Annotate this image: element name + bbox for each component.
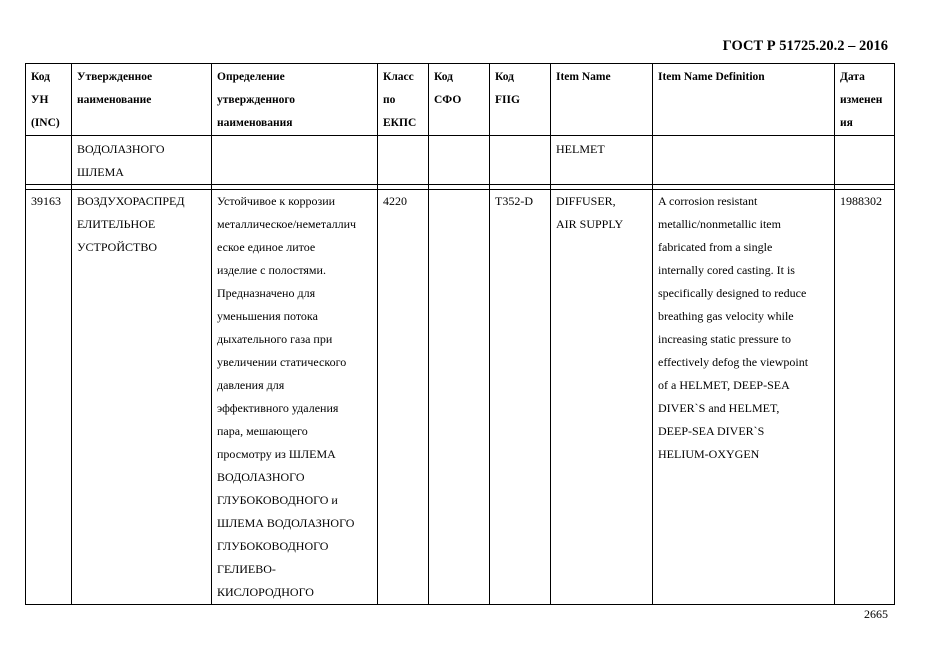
table-cell [378,136,429,185]
table-cell-item-name: DIFFUSER, AIR SUPPLY [551,190,653,605]
table-header-row [26,64,895,136]
table-cell [653,136,835,185]
table-cell-inc: 39163 [26,190,72,605]
table-cell-change-date: 1988302 [835,190,895,605]
column-header-approved-name: Утвержденное наименование [72,64,212,136]
column-header-sfo-code: Код СФО [429,64,490,136]
column-header-definition: Определение утвержденного наименования [212,64,378,136]
table-cell [212,136,378,185]
table-cell-fiig-code: T352-D [490,190,551,605]
column-header-item-name: Item Name [551,64,653,136]
column-header-fiig-code: Код FIIG [490,64,551,136]
document-title: ГОСТ Р 51725.20.2 – 2016 [722,38,888,54]
classification-table [25,63,895,605]
page-number: 2665 [864,607,888,621]
table-cell [835,136,895,185]
column-header-item-name-definition: Item Name Definition [653,64,835,136]
table-cell [26,136,72,185]
table-cell-approved-name: ВОЗДУХОРАСПРЕД ЕЛИТЕЛЬНОЕ УСТРОЙСТВО [72,190,212,605]
table-cell-class: 4220 [378,190,429,605]
column-header-inc: Код УН (INC) [26,64,72,136]
column-header-change-date: Дата изменен ия [835,64,895,136]
table-cell: HELMET [551,136,653,185]
table-cell-sfo-code [429,190,490,605]
table-cell: ВОДОЛАЗНОГО ШЛЕМА [72,136,212,185]
table-cell-item-name-definition: A corrosion resistant metallic/nonmetallic item fabricated from a single internally cored casting. It is specifically designed to reduce breathing gas velocity while increasing static pressure to effectively defog the viewpoint of a HELMET, DEEP-SEA DIVER`S and HELMET, DEEP-SEA DIVER`S HELIUM-OXYGEN [653,190,835,605]
column-header-class: Класс по ЕКПС [378,64,429,136]
table-row-diffuser [26,190,895,605]
table-cell [429,136,490,185]
table-cell [490,136,551,185]
table-row-continuation [26,136,895,185]
table-cell-definition: Устойчивое к коррозии металлическое/неметаллич еское единое литое изделие с полостями. Предназначено для уменьшения потока дыхательного газа при увеличении статического давления для эффективного удаления пара, мешающего просмотру из ШЛЕМА ВОДОЛАЗНОГО ГЛУБОКОВОДНОГО и ШЛЕМА ВОДОЛАЗНОГО ГЛУБОКОВОДНОГО ГЕЛИЕВО- КИСЛОРОДНОГО [212,190,378,605]
